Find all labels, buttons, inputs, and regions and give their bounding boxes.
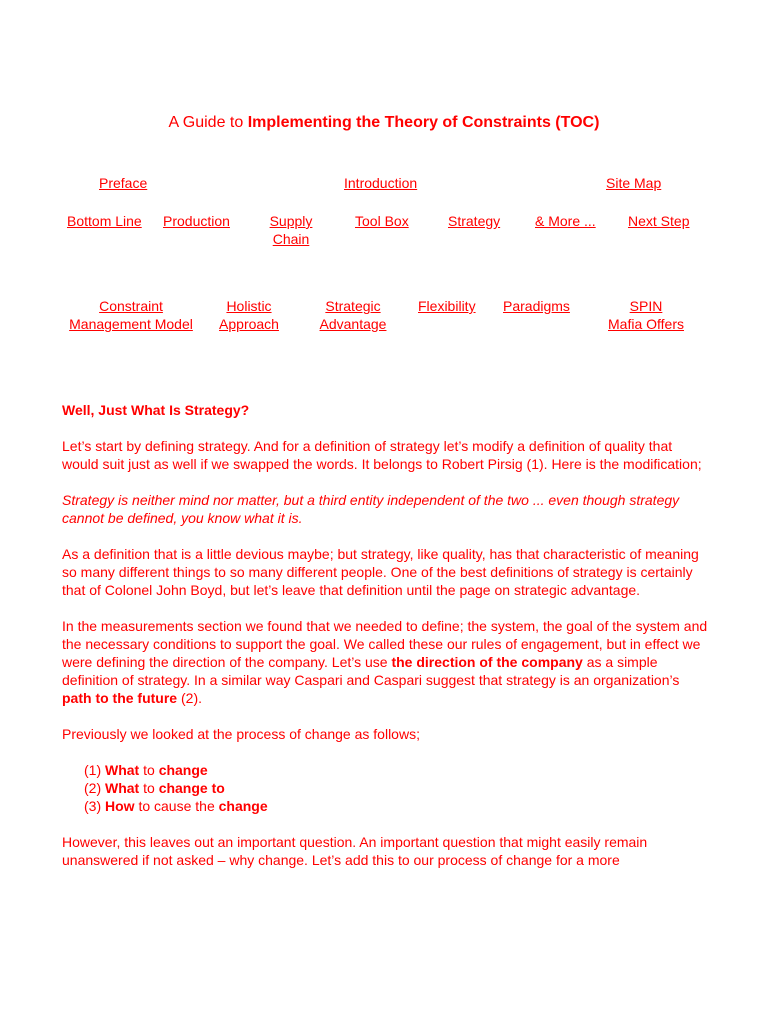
list-item-mid: to cause the [134, 798, 219, 814]
list-item-mid: to [139, 780, 159, 796]
strategic-line2: Advantage [319, 316, 387, 332]
nav-link-bottom-line[interactable]: Bottom Line [67, 213, 142, 229]
list-item-bold-b: change [218, 798, 268, 814]
nav-link-preface[interactable]: Preface [99, 175, 148, 191]
spin-line2: Mafia Offers [608, 316, 684, 332]
paragraph-definition: As a definition that is a little devious maybe; but strategy, like quality, has that characteristic of meaning so many different things to so many different people. One of the best definitions of strategy is certainly that of Colonel John Boyd, but let’s leave that definition until the page on strategic advantage. [62, 546, 699, 598]
nav-link-spin-mafia-offers[interactable] [600, 297, 692, 333]
list-item-number: (1) [84, 762, 105, 778]
list-item-bold-a: How [105, 798, 135, 814]
nav-link-flexibility[interactable]: Flexibility [418, 298, 476, 314]
page-title [0, 113, 768, 133]
cmm-line2: Management Model [69, 316, 193, 332]
list-item-bold-a: What [105, 780, 140, 796]
title-prefix: A Guide to [168, 114, 248, 131]
supply-chain-line2: Chain [272, 231, 310, 247]
nav-link-introduction[interactable]: Introduction [344, 175, 418, 191]
supply-chain-line1: Supply [269, 213, 313, 229]
list-item [84, 797, 712, 815]
cmm-line1: Constraint [99, 298, 163, 314]
paragraph-intro: Let’s start by defining strategy. And for a definition of strategy let’s modify a definition of quality that would suit just as well if we swapped the words. It belongs to Robert Pirsig (1). Here is the modification; [62, 438, 702, 472]
nav-link-next-step[interactable]: Next Step [628, 213, 690, 229]
nav-link-holistic-approach[interactable] [214, 297, 284, 333]
nav-link-and-more[interactable]: & More ... [535, 213, 596, 229]
nav-link-production[interactable]: Production [163, 213, 230, 229]
nav-link-supply-chain[interactable] [262, 212, 320, 248]
p3-text-a: In the measurements section we found that we needed to define; the system, the goal of the system and the necessary conditions to support the goal. We called these our rules of engagement, but in effect we were defining the direction of the company. Let’s use [62, 618, 708, 670]
paragraph-why-change: However, this leaves out an important question. An important question that might easily remain unanswered if not asked – why change. Let’s add this to our process of change for a more [62, 834, 648, 868]
nav-link-paradigms[interactable]: Paradigms [503, 298, 570, 314]
quote-paragraph: Strategy is neither mind nor matter, but a third entity independent of the two ... even though strategy cannot be defined, you know what it is. [62, 492, 680, 526]
list-item-bold-b: change to [158, 780, 225, 796]
list-item-bold-a: What [105, 762, 140, 778]
p3-bold-direction: the direction of the company [391, 654, 583, 670]
p3-bold-path: path to the future [62, 690, 178, 706]
nav-link-strategic-advantage[interactable] [312, 297, 394, 333]
list-item-number: (2) [84, 780, 105, 796]
list-item [84, 779, 712, 797]
article-body [62, 401, 712, 887]
change-steps-list [62, 761, 712, 815]
strategic-line1: Strategic [325, 298, 381, 314]
paragraph-measurements [62, 617, 712, 707]
list-item-mid: to [139, 762, 159, 778]
p3-text-e: (2). [177, 690, 202, 706]
holistic-line1: Holistic [226, 298, 272, 314]
section-heading: Well, Just What Is Strategy? [62, 402, 250, 418]
nav-link-tool-box[interactable]: Tool Box [355, 213, 409, 229]
spin-line1: SPIN [629, 298, 663, 314]
nav-link-site-map[interactable]: Site Map [606, 175, 662, 191]
list-item [84, 761, 712, 779]
list-item-bold-b: change [158, 762, 208, 778]
p3-text-c: as a simple definition of strategy. In a similar way Caspari and Caspari suggest that strategy is an organization’s [62, 654, 680, 688]
paragraph-change-intro: Previously we looked at the process of change as follows; [62, 726, 420, 742]
list-item-number: (3) [84, 798, 105, 814]
holistic-line2: Approach [219, 316, 279, 332]
nav-link-constraint-management-model[interactable] [60, 297, 202, 333]
nav-link-strategy[interactable]: Strategy [448, 213, 501, 229]
title-bold: Implementing the Theory of Constraints (TOC) [247, 114, 600, 131]
